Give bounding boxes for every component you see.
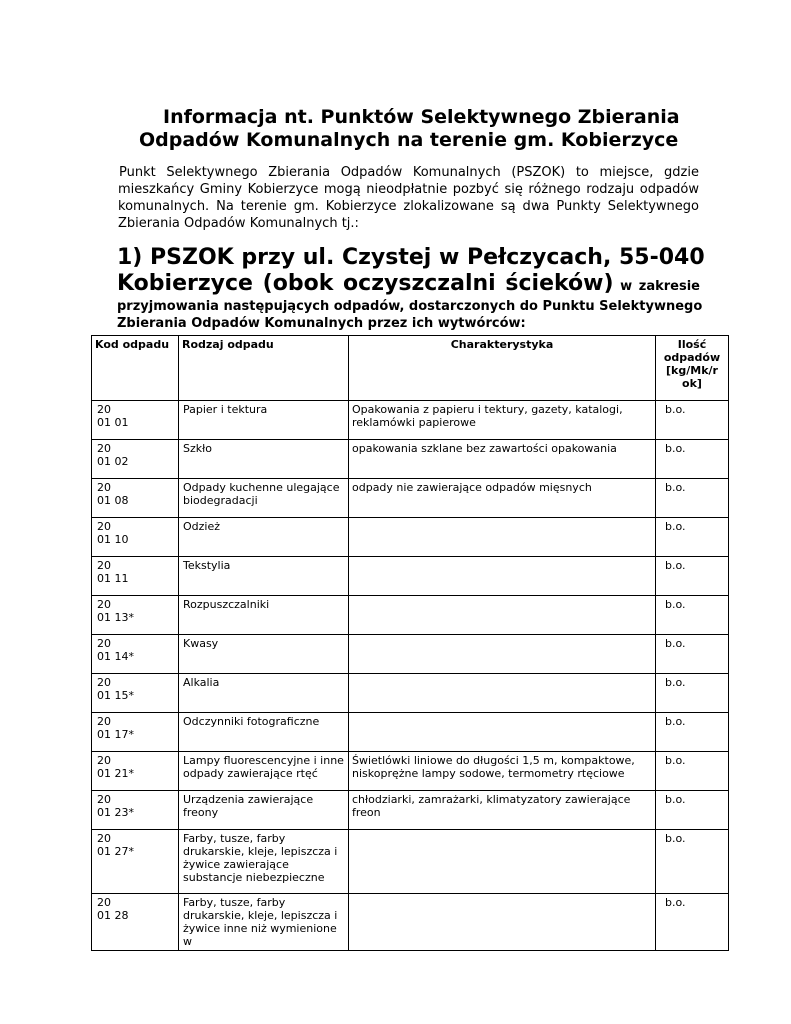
code-group: 20	[97, 676, 111, 689]
type-cell: Szkło	[179, 440, 349, 479]
characteristics-cell: opakowania szklane bez zawartości opakowania	[349, 440, 656, 479]
code-cell	[92, 557, 179, 596]
code-group: 20	[97, 442, 111, 455]
section-heading-line-2	[117, 271, 700, 298]
code-cell	[92, 401, 179, 440]
type-cell: Rozpuszczalniki	[179, 596, 349, 635]
code-group: 20	[97, 896, 111, 909]
type-cell: Odpady kuchenne ulegające biodegradacji	[179, 479, 349, 518]
document-title-line-1: Informacja nt. Punktów Selektywnego Zbierania	[163, 106, 680, 128]
code-subgroup: 01 15*	[97, 689, 134, 702]
characteristics-cell	[349, 557, 656, 596]
characteristics-cell: odpady nie zawierające odpadów mięsnych	[349, 479, 656, 518]
section-heading-line-3: przyjmowania następujących odpadów, dostarczonych do Punktu Selektywnego	[117, 299, 703, 314]
code-group: 20	[97, 637, 111, 650]
header-amount: Ilość odpadów [kg/Mk/r ok]	[656, 336, 729, 401]
amount-cell: b.o.	[656, 894, 729, 951]
characteristics-cell	[349, 518, 656, 557]
table-row	[92, 557, 729, 596]
table-header-row	[92, 336, 729, 401]
code-group: 20	[97, 715, 111, 728]
code-subgroup: 01 10	[97, 533, 129, 546]
characteristics-cell	[349, 830, 656, 894]
type-cell: Farby, tusze, farby drukarskie, kleje, lepiszcza i żywice inne niż wymienione w	[179, 894, 349, 951]
table-row	[92, 596, 729, 635]
code-group: 20	[97, 520, 111, 533]
code-subgroup: 01 27*	[97, 845, 134, 858]
code-group: 20	[97, 832, 111, 845]
type-cell: Odzież	[179, 518, 349, 557]
code-subgroup: 01 17*	[97, 728, 134, 741]
table-row	[92, 401, 729, 440]
amount-cell: b.o.	[656, 518, 729, 557]
characteristics-cell: Opakowania z papieru i tektury, gazety, katalogi, reklamówki papierowe	[349, 401, 656, 440]
code-cell	[92, 830, 179, 894]
code-subgroup: 01 02	[97, 455, 129, 468]
code-cell	[92, 635, 179, 674]
type-cell: Odczynniki fotograficzne	[179, 713, 349, 752]
characteristics-cell	[349, 894, 656, 951]
table-row	[92, 479, 729, 518]
code-cell	[92, 894, 179, 951]
code-cell	[92, 440, 179, 479]
section-heading-line-4: Zbierania Odpadów Komunalnych przez ich wytwórców:	[117, 316, 526, 331]
code-subgroup: 01 01	[97, 416, 129, 429]
code-group: 20	[97, 481, 111, 494]
table-row	[92, 674, 729, 713]
table-row	[92, 894, 729, 951]
code-cell	[92, 479, 179, 518]
code-subgroup: 01 11	[97, 572, 129, 585]
amount-cell: b.o.	[656, 674, 729, 713]
code-subgroup: 01 23*	[97, 806, 134, 819]
code-cell	[92, 713, 179, 752]
code-subgroup: 01 13*	[97, 611, 134, 624]
amount-cell: b.o.	[656, 401, 729, 440]
code-subgroup: 01 21*	[97, 767, 134, 780]
type-cell: Lampy fluorescencyjne i inne odpady zawierające rtęć	[179, 752, 349, 791]
intro-line: komunalnych. Na terenie gm. Kobierzyce zlokalizowane są dwa Punkty Selektywnego	[118, 199, 699, 214]
header-code: Kod odpadu	[92, 336, 179, 401]
document-title-line-2: Odpadów Komunalnych na terenie gm. Kobierzyce	[139, 129, 679, 151]
type-cell: Papier i tektura	[179, 401, 349, 440]
section-heading-scope: w zakresie	[613, 279, 700, 294]
type-cell: Kwasy	[179, 635, 349, 674]
amount-cell: b.o.	[656, 635, 729, 674]
code-group: 20	[97, 598, 111, 611]
code-group: 20	[97, 793, 111, 806]
amount-cell: b.o.	[656, 830, 729, 894]
amount-cell: b.o.	[656, 596, 729, 635]
code-subgroup: 01 14*	[97, 650, 134, 663]
characteristics-cell	[349, 674, 656, 713]
table-row	[92, 635, 729, 674]
intro-line: mieszkańcy Gminy Kobierzyce mogą nieodpłatnie pozbyć się różnego rodzaju odpadów	[118, 182, 699, 197]
type-cell: Farby, tusze, farby drukarskie, kleje, lepiszcza i żywice zawierające substancje niebezpieczne	[179, 830, 349, 894]
code-cell	[92, 518, 179, 557]
type-cell: Tekstylia	[179, 557, 349, 596]
table-row	[92, 440, 729, 479]
type-cell: Urządzenia zawierające freony	[179, 791, 349, 830]
type-cell: Alkalia	[179, 674, 349, 713]
code-group: 20	[97, 559, 111, 572]
header-characteristics: Charakterystyka	[349, 336, 656, 401]
table-row	[92, 791, 729, 830]
code-cell	[92, 752, 179, 791]
amount-cell: b.o.	[656, 479, 729, 518]
code-cell	[92, 596, 179, 635]
characteristics-cell	[349, 635, 656, 674]
characteristics-cell: chłodziarki, zamrażarki, klimatyzatory zawierające freon	[349, 791, 656, 830]
characteristics-cell	[349, 596, 656, 635]
code-group: 20	[97, 754, 111, 767]
table-row	[92, 830, 729, 894]
amount-cell: b.o.	[656, 713, 729, 752]
code-subgroup: 01 08	[97, 494, 129, 507]
characteristics-cell: Świetlówki liniowe do długości 1,5 m, kompaktowe, niskoprężne lampy sodowe, termometry rtęciowe	[349, 752, 656, 791]
amount-cell: b.o.	[656, 752, 729, 791]
waste-table	[91, 335, 729, 951]
code-subgroup: 01 28	[97, 909, 129, 922]
section-heading-location: Kobierzyce (obok oczyszczalni ścieków)	[117, 271, 614, 296]
intro-line: Zbierania Odpadów Komunalnych tj.:	[118, 216, 359, 231]
table-row	[92, 518, 729, 557]
table-row	[92, 752, 729, 791]
code-group: 20	[97, 403, 111, 416]
amount-cell: b.o.	[656, 557, 729, 596]
amount-cell: b.o.	[656, 791, 729, 830]
intro-line: Punkt Selektywnego Zbierania Odpadów Komunalnych (PSZOK) to miejsce, gdzie	[119, 165, 699, 180]
code-cell	[92, 674, 179, 713]
code-cell	[92, 791, 179, 830]
section-heading	[117, 245, 705, 332]
amount-cell: b.o.	[656, 440, 729, 479]
characteristics-cell	[349, 713, 656, 752]
header-type: Rodzaj odpadu	[179, 336, 349, 401]
intro-paragraph	[118, 164, 699, 232]
table-row	[92, 713, 729, 752]
section-heading-line-1: 1) PSZOK przy ul. Czystej w Pełczycach, 55-040	[117, 245, 705, 270]
